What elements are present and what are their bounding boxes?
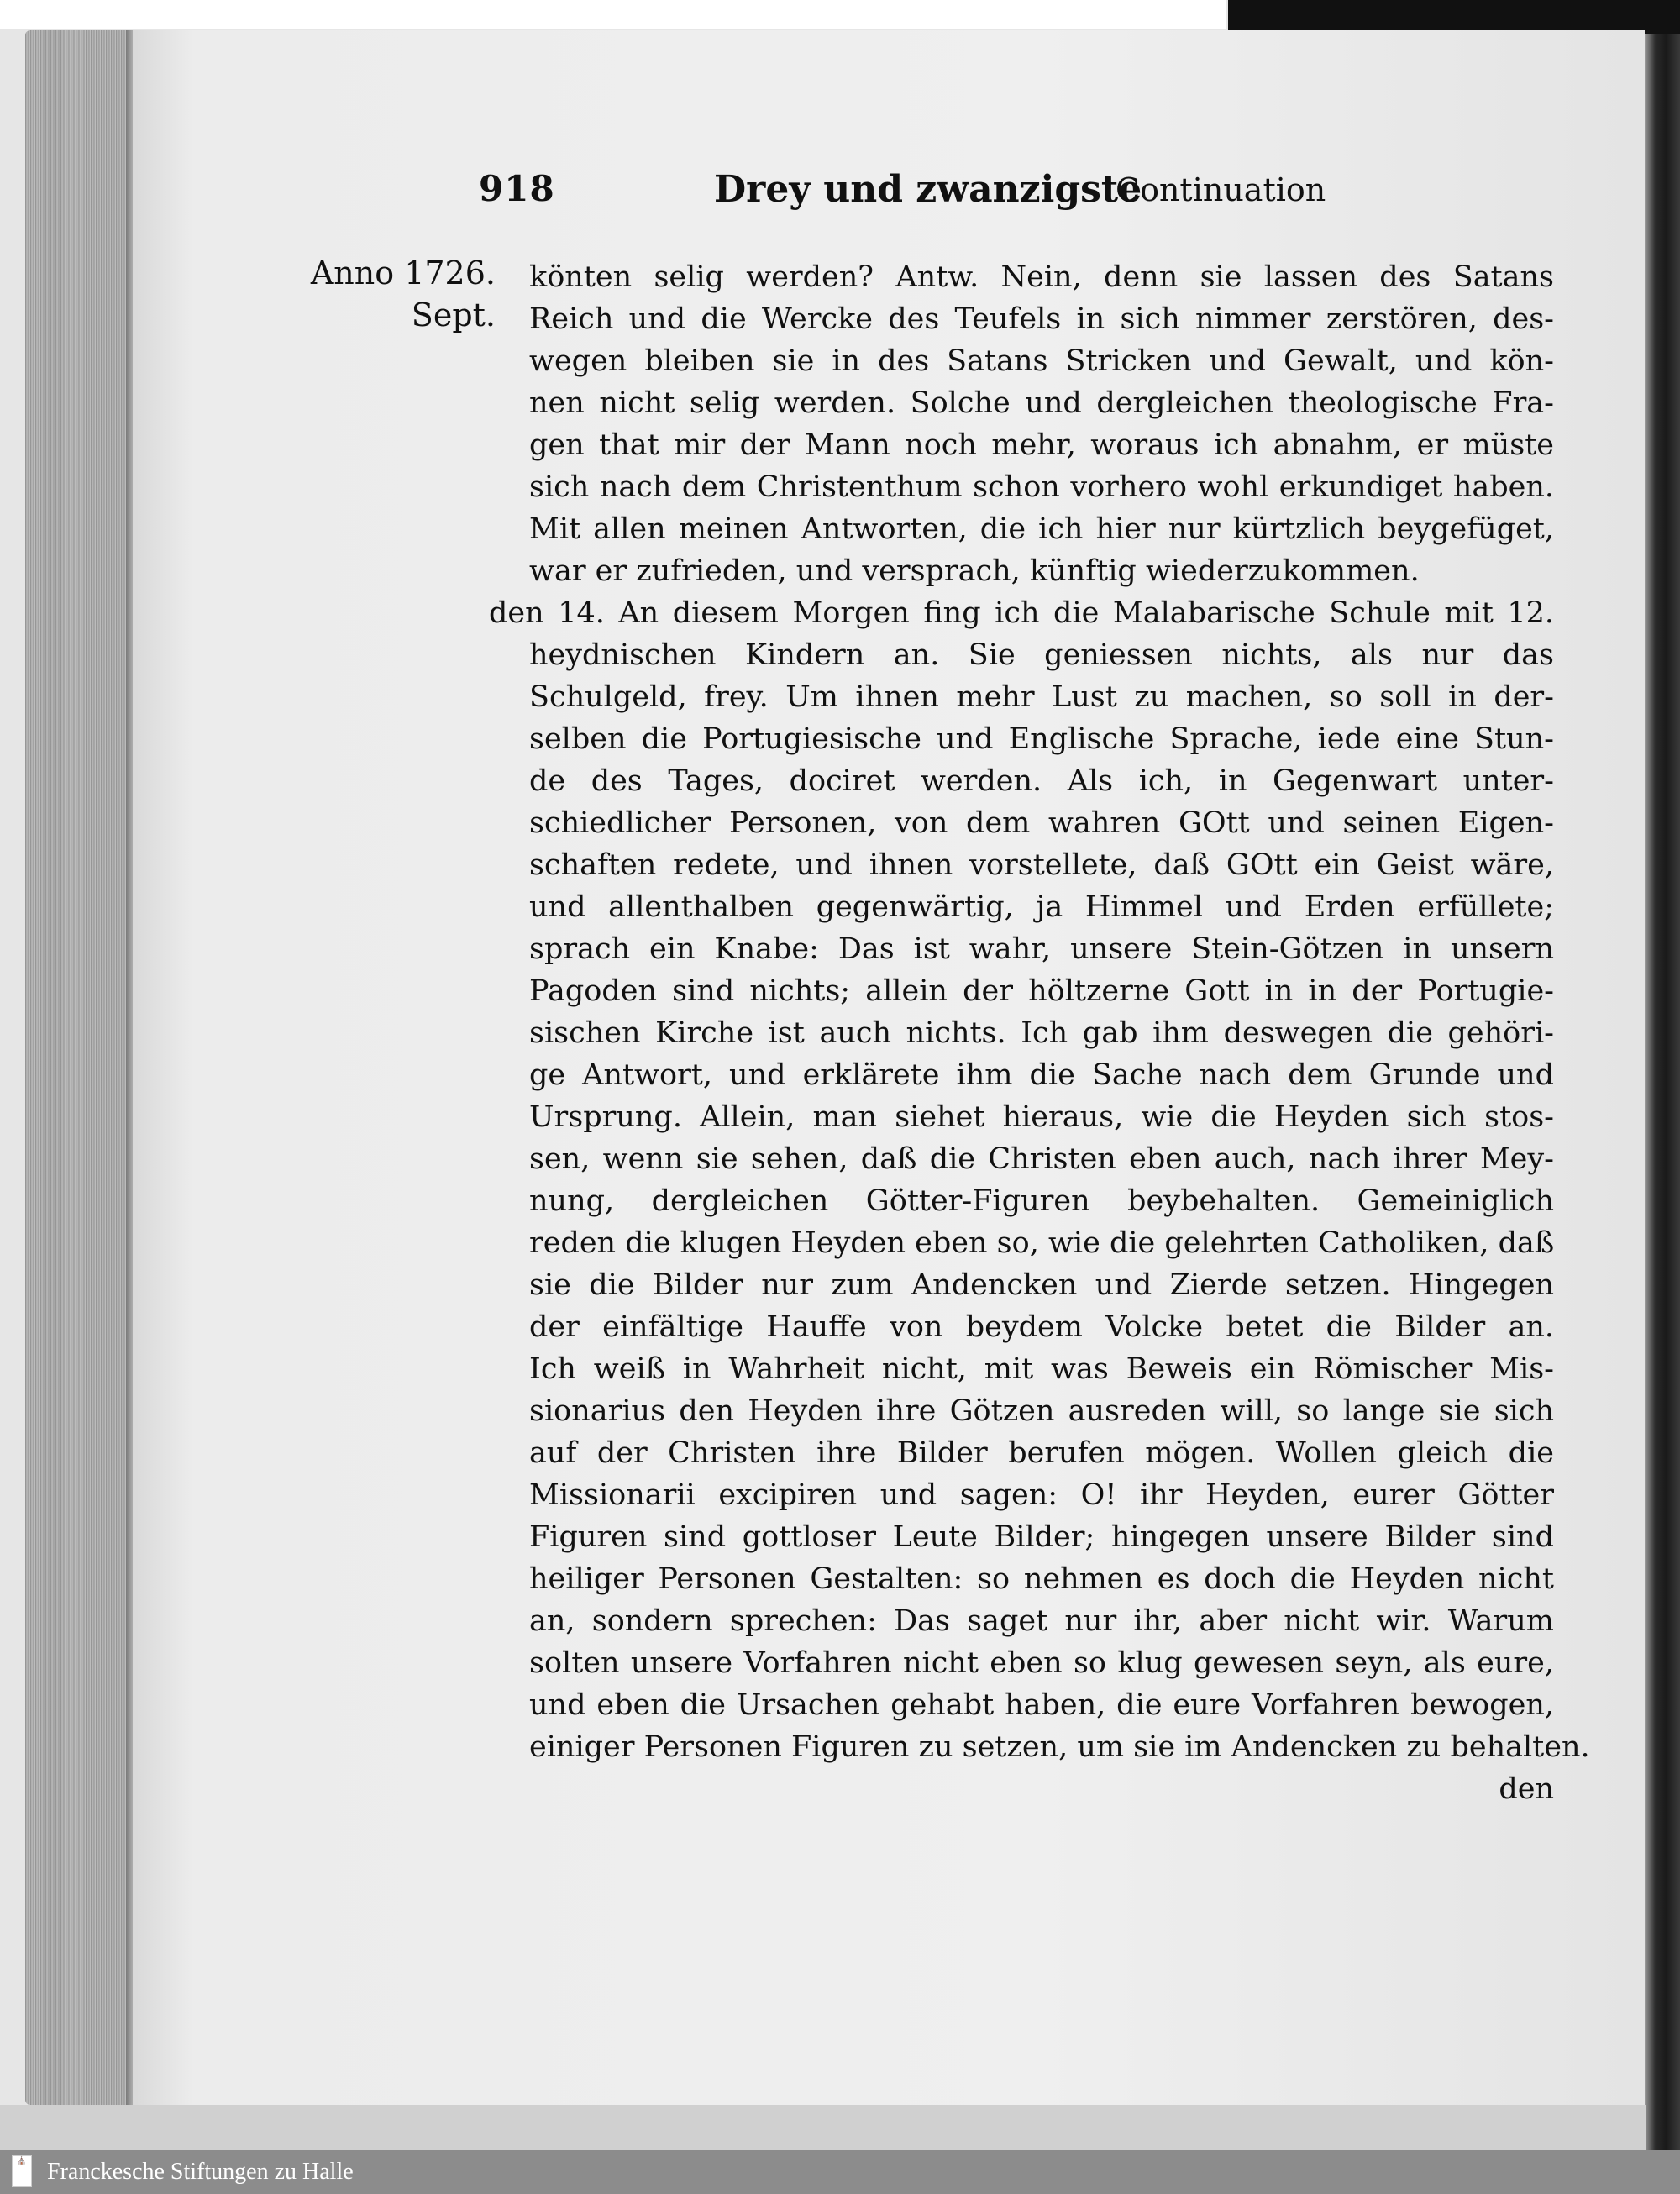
text-line: den 14. An diesem Morgen fing ich die Malabarische Schule mit 12.	[489, 596, 1554, 630]
text-line: schiedlicher Personen, von dem wahren GOtt und seinen Eigen-	[529, 806, 1554, 840]
text-line: Ich weiß in Wahrheit nicht, mit was Beweis ein Römischer Mis-	[529, 1352, 1554, 1386]
text-line: sich nach dem Christenthum schon vorhero wohl erkundiget haben.	[529, 470, 1554, 504]
institution-logo-icon: ⛪	[12, 2155, 32, 2187]
text-line: heiliger Personen Gestalten: so nehmen es doch die Heyden nicht	[529, 1562, 1554, 1596]
book-page-edges	[25, 30, 134, 2105]
margin-date-note	[286, 252, 496, 336]
margin-year: Anno 1726.	[310, 255, 496, 291]
text-line: Schulgeld, frey. Um ihnen mehr Lust zu machen, so soll in der-	[529, 680, 1554, 714]
text-line: sischen Kirche ist auch nichts. Ich gab ihm deswegen die gehöri-	[529, 1016, 1554, 1050]
text-line: schaften redete, und ihnen vorstellete, daß GOtt ein Geist wäre,	[529, 848, 1554, 882]
scan-right-shadow	[1645, 34, 1680, 2150]
text-line: und allenthalben gegenwärtig, ja Himmel und Erden erfüllete;	[529, 890, 1554, 924]
text-line: gen that mir der Mann noch mehr, woraus ich abnahm, er müste	[529, 428, 1554, 462]
margin-month: Sept.	[411, 297, 496, 333]
page-number: 918	[479, 168, 555, 209]
running-head	[479, 168, 1361, 227]
text-line: nung, dergleichen Götter-Figuren beybehalten. Gemeiniglich	[529, 1184, 1554, 1218]
running-head-title: Drey und zwanzigste	[714, 168, 1142, 211]
text-line: de des Tages, dociret werden. Als ich, in Gegenwart unter-	[529, 764, 1554, 798]
text-line: an, sondern sprechen: Das saget nur ihr, aber nicht wir. Warum	[529, 1604, 1554, 1638]
text-line: und eben die Ursachen gehabt haben, die eure Vorfahren bewogen,	[529, 1688, 1554, 1722]
text-line: Reich und die Wercke des Teufels in sich nimmer zerstören, des-	[529, 302, 1554, 336]
text-line: ge Antwort, und erklärete ihm die Sache nach dem Grunde und	[529, 1058, 1554, 1092]
text-line: selben die Portugiesische und Englische Sprache, iede eine Stun-	[529, 722, 1554, 756]
text-line: auf der Christen ihre Bilder berufen mögen. Wollen gleich die	[529, 1436, 1554, 1470]
text-line: nen nicht selig werden. Solche und dergleichen theologische Fra-	[529, 386, 1554, 420]
scan-top-margin	[0, 0, 1226, 29]
text-line: Ursprung. Allein, man siehet hieraus, wie die Heyden sich stos-	[529, 1100, 1554, 1134]
text-line: einiger Personen Figuren zu setzen, um sie im Andencken zu behalten.	[529, 1730, 1590, 1764]
text-line: Mit allen meinen Antworten, die ich hier nur kürtzlich beygefüget,	[529, 512, 1554, 546]
text-line: sie die Bilder nur zum Andencken und Zierde setzen. Hingegen	[529, 1268, 1554, 1302]
catchword: den	[1499, 1772, 1554, 1806]
text-line: reden die klugen Heyden eben so, wie die gelehrten Catholiken, daß	[529, 1226, 1555, 1260]
running-head-continuation: Continuation	[1116, 171, 1326, 208]
text-line: sprach ein Knabe: Das ist wahr, unsere Stein-Götzen in unsern	[529, 932, 1554, 966]
text-line: könten selig werden? Antw. Nein, denn sie lassen des Satans	[529, 260, 1554, 294]
footer-institution: Franckesche Stiftungen zu Halle	[47, 2159, 354, 2185]
viewer-footer	[0, 2150, 1680, 2194]
text-line: Figuren sind gottloser Leute Bilder; hingegen unsere Bilder sind	[529, 1520, 1554, 1554]
text-line: war er zufrieden, und versprach, künftig wiederzukommen.	[529, 554, 1420, 588]
text-line: Missionarii excipiren und sagen: O! ihr Heyden, eurer Götter	[529, 1478, 1554, 1512]
text-line: sionarius den Heyden ihre Götzen ausreden will, so lange sie sich	[529, 1394, 1554, 1428]
text-line: Pagoden sind nichts; allein der höltzerne Gott in in der Portugie-	[529, 974, 1554, 1008]
text-line: sen, wenn sie sehen, daß die Christen eben auch, nach ihrer Mey-	[529, 1142, 1554, 1176]
scan-bottom-margin	[0, 2105, 1646, 2150]
text-line: heydnischen Kindern an. Sie geniessen nichts, als nur das	[529, 638, 1554, 672]
text-line: wegen bleiben sie in des Satans Stricken und Gewalt, und kön-	[529, 344, 1554, 378]
text-line: solten unsere Vorfahren nicht eben so klug gewesen seyn, als eure,	[529, 1646, 1554, 1680]
text-line: der einfältige Hauffe von beydem Volcke betet die Bilder an.	[529, 1310, 1554, 1344]
